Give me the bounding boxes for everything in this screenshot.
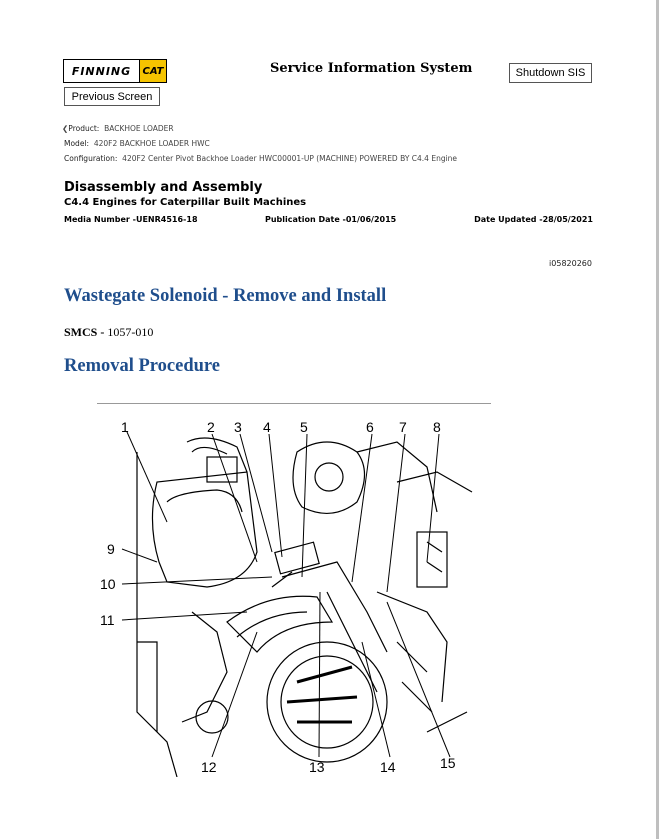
logo-brand-text: FINNING (71, 64, 132, 78)
system-title: Service Information System (270, 61, 473, 76)
callout-13: 13 (309, 759, 325, 775)
previous-screen-button[interactable]: Previous Screen (64, 87, 160, 106)
config-value: 420F2 Center Pivot Backhoe Loader HWC00001-UP (MACHINE) POWERED BY C4.4 Engine (122, 154, 458, 163)
product-line (62, 124, 174, 133)
image-id: i05820260 (549, 259, 592, 268)
model-key: Model: (64, 139, 90, 148)
callout-labels (100, 419, 456, 775)
callout-11: 11 (100, 612, 115, 628)
smcs-label: SMCS - (64, 325, 105, 339)
callout-2: 2 (207, 419, 215, 435)
callout-9: 9 (107, 541, 115, 557)
callout-14: 14 (380, 759, 396, 775)
publication-date: Publication Date -01/06/2015 (265, 215, 397, 224)
engine-illustration (97, 412, 477, 777)
callout-15: 15 (440, 755, 456, 771)
smcs-value: 1057-010 (107, 325, 154, 339)
configuration-line (64, 154, 457, 163)
page-title: Wastegate Solenoid - Remove and Install (64, 286, 387, 306)
callout-4: 4 (263, 419, 271, 435)
model-line (64, 139, 210, 148)
config-key: Configuration: (64, 154, 118, 163)
media-number: Media Number -UENR4516-18 (64, 215, 198, 224)
product-key: Product: (68, 124, 100, 133)
callout-12: 12 (201, 759, 217, 775)
callout-10: 10 (100, 576, 116, 592)
callout-3: 3 (234, 419, 242, 435)
callout-1: 1 (121, 419, 129, 435)
product-link[interactable]: BACKHOE LOADER (104, 124, 174, 133)
callout-8: 8 (433, 419, 441, 435)
shutdown-sis-button[interactable]: Shutdown SIS (509, 63, 592, 83)
date-updated: Date Updated -28/05/2021 (474, 215, 593, 224)
manual-subtitle: C4.4 Engines for Caterpillar Built Machines (64, 197, 307, 208)
model-value: 420F2 BACKHOE LOADER HWC (93, 139, 210, 148)
finning-cat-logo (63, 59, 167, 83)
callout-6: 6 (366, 419, 374, 435)
callout-7: 7 (399, 419, 407, 435)
back-chevron-icon[interactable]: ❮ (62, 124, 69, 133)
callout-5: 5 (300, 419, 308, 435)
section-heading: Disassembly and Assembly (64, 180, 263, 195)
logo-cat-text: CAT (139, 60, 166, 82)
removal-heading: Removal Procedure (64, 356, 221, 376)
smcs-code (64, 325, 153, 340)
divider (97, 403, 491, 404)
engine-drawing (137, 438, 472, 777)
